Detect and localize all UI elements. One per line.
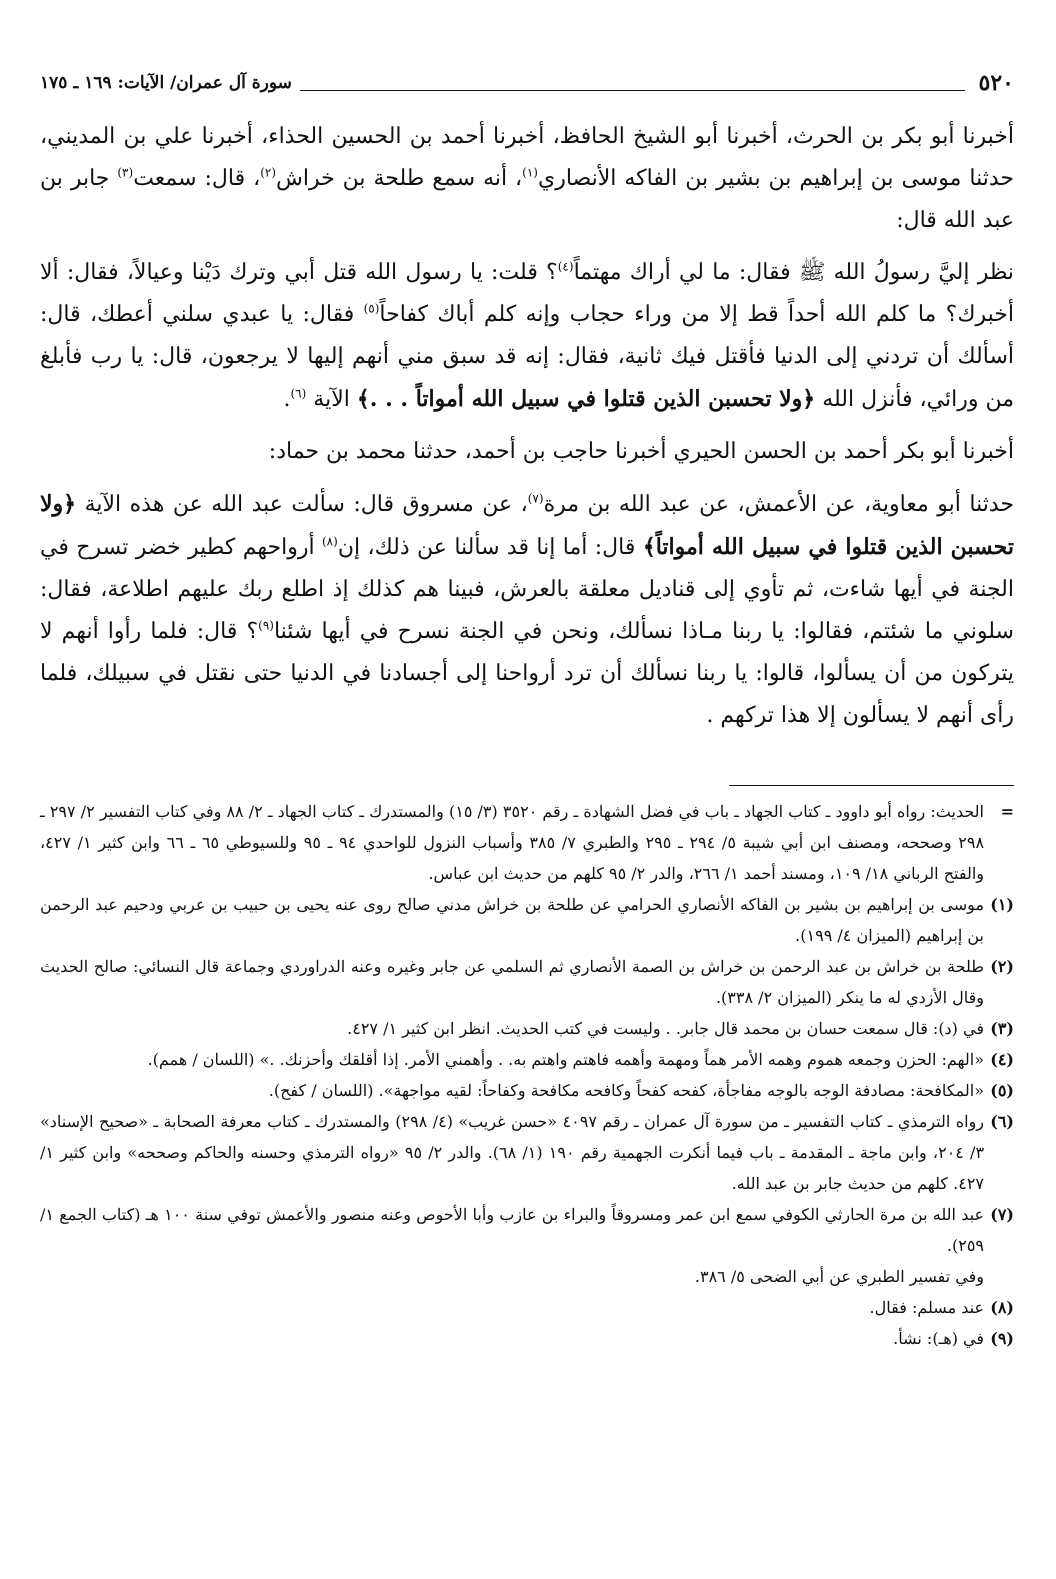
paragraph-isnad-1 — [40, 116, 1014, 242]
footnote-text: في (د): قال سمعت حسان بن محمد قال جابر. . وليست في كتب الحديث. انظر ابن كثير ١/ ٤٢٧. — [347, 1019, 984, 1038]
footnote-text: «الهم: الحزن وجمعه هموم وهمه الأمر هماً ومهمة وأهمه فاهتم واهتم به. . وأهمني الأمر. إذا أقلقك وأحزنك. .» (اللسان / همم). — [147, 1050, 984, 1069]
quran-verse: ﴿ولا تحسبن الذين قتلوا في سبيل الله أمواتاً . . .﴾ — [356, 386, 816, 412]
footnote-item — [40, 1075, 1014, 1106]
footnote-mark: (١) — [990, 895, 1014, 914]
footnote-mark: (٦) — [990, 1112, 1014, 1131]
footnote-mark: (٧) — [990, 1205, 1014, 1224]
text-span: ، عن مسروق قال: سألت عبد الله عن هذه الآية — [76, 492, 528, 517]
footnote-text: «المكافحة: مصادفة الوجه بالوجه مفاجأة، كفحه كفحاً وكافحه مكافحة وكفاحاً: لقيه مواجهة». (اللسان / كفح). — [268, 1081, 984, 1100]
footnote-item — [40, 889, 1014, 951]
footnote-mark: (٩) — [990, 1329, 1014, 1348]
footnote-item — [40, 1199, 1014, 1261]
text-span: قال: أما إنا قد سألنا عن ذلك، إن — [337, 535, 643, 560]
text-span: ؟ قلت: يا رسول الله قتل أبي وترك دَيْنا وعيالاً، فقال: ألا أخبرك؟ ما كلم الله أحداً قط إلا من وراء حجاب وإنه كلم أباك كفاحاً — [40, 260, 1014, 327]
footnote-ref: (٢) — [260, 165, 277, 180]
footnote-mark: = — [1000, 802, 1014, 821]
footnote-ref: (١) — [522, 165, 538, 180]
text-span: ، قال: سمعت — [133, 166, 261, 191]
text-span: ، أنه سمع طلحة بن خراش — [276, 166, 523, 191]
footnote-text: الحديث: رواه أبو داوود ـ كتاب الجهاد ـ باب في فضل الشهادة ـ رقم ٣٥٢٠ (٣/ ١٥) والمستدرك ـ كتاب الجهاد ـ ٢/ ٨٨ وفي كتاب التفسير ٢/ ٢٩٧ ـ ٢٩٨ وصححه، ومصنف ابن أبي شيبة ٥/ ٢٩٤ ـ ٢٩٥ والطبري ٧/ ٣٨٥ وأسباب النزول للواحدي ٩٤ ـ ٩٥ وللسيوطي ٦٥ ـ ٦٦ وابن كثير ١/ ٤٢٧، والفتح الرباني ١٨/ ١٠٩، ومسند أحمد ١/ ٢٦٦، والدر ٢/ ٩٥ كلهم من حديث ابن عباس. — [40, 802, 985, 883]
text-span: أرواحهم كطير خضر تسرح في الجنة في أيها شاءت، ثم تأوي إلى قناديل معلقة بالعرش، فبينا هم كذلك إذ اطلع ربك عليهم اطلاعة، فقال: سلوني ما شئتم، فقالوا: يا ربنا مـاذا نسألك، ونحن في الجنة نسرح في أيها شئنا — [40, 535, 1014, 644]
footnote-text: في (هـ): نشأ. — [893, 1329, 984, 1348]
footnote-item — [40, 1106, 1014, 1199]
text-span: ؟ قال: فلما رأوا أنهم لا يتركون من أن يسألوا، قالوا: يا ربنا نسألك أن ترد أرواحنا إلى أجسادنا في الدنيا حتى نقتل في سبيلك، فلما رأى أنهم لا يسألون إلا هذا تركهم . — [40, 619, 1014, 728]
footnote-item — [40, 951, 1014, 1013]
footnote-text: رواه الترمذي ـ كتاب التفسير ـ من سورة آل عمران ـ رقم ٤٠٩٧ «حسن غريب» (٤/ ٢٩٨) والمستدرك ـ كتاب معرفة الصحابة ـ «صحيح الإسناد» ٣/ ٢٠٤، وابن ماجة ـ المقدمة ـ باب فيما أنكرت الجهمية رقم ١٩٠ (١/ ٦٨). والدر ٢/ ٩٥ «رواه الترمذي وحسنه والحاكم وصححه» وابن كثير ١/ ٤٢٧. كلهم من حديث جابر بن عبد الله. — [40, 1112, 985, 1193]
main-text — [40, 116, 1014, 737]
footnote-separator — [729, 785, 1014, 786]
text-span: نظر إليَّ رسولُ الله ﷺ فقال: ما لي أراك مهتماً — [573, 260, 1015, 285]
footnote-ref: (٩) — [258, 618, 274, 633]
footnote-ref: (٧) — [527, 491, 544, 506]
footnote-item — [40, 796, 1014, 889]
footnote-mark: (٥) — [990, 1081, 1014, 1100]
header-rule — [300, 90, 965, 91]
page-header — [40, 62, 1014, 104]
footnote-ref: (٦) — [290, 386, 307, 401]
text-span: حدثنا أبو معاوية، عن الأعمش، عن عبد الله بن مرة — [543, 492, 1014, 517]
paragraph-isnad-2: أخبرنا أبو بكر أحمد بن الحسن الحيري أخبرنا حاجب بن أحمد، حدثنا محمد بن حماد: — [268, 439, 1014, 464]
text-span: جابر بن عبد الله قال: — [40, 166, 1014, 233]
footnote-mark: (٢) — [990, 957, 1014, 976]
footnotes — [40, 796, 1014, 1354]
footnote-text: طلحة بن خراش بن عبد الرحمن بن خراش بن الصمة الأنصاري ثم السلمي عن جابر وغيره وعنه الدراوردي وجماعة قال النسائي: صالح الحديث وقال الأزدي له ما ينكر (الميزان ٢/ ٣٣٨). — [40, 957, 984, 1007]
quran-verse: ﴿ولا تحسبن الذين قتلوا في سبيل الله أمواتاً﴾ — [40, 491, 1014, 560]
footnote-ref: (٥) — [363, 301, 380, 316]
text-span: أخبرنا أبو بكر بن الحرث، أخبرنا أبو الشيخ الحافظ، أخبرنا أحمد بن الحسين الحذاء، أخبرنا علي بن المديني، حدثنا موسى بن إبراهيم بن بشير بن الفاكه الأنصاري — [40, 124, 1014, 191]
footnote-item — [40, 1292, 1014, 1323]
footnote-mark: (٣) — [990, 1019, 1014, 1038]
paragraph-hadith-2 — [40, 483, 1014, 737]
text-span: . — [283, 387, 291, 412]
footnote-ref: (٨) — [321, 534, 338, 549]
footnote-text: عبد الله بن مرة الحارثي الكوفي سمع ابن عمر ومسروقاً والبراء بن عازب وأبا الأحوص وعنه منصور والأعمش توفي سنة ١٠٠ هـ (كتاب الجمع ١/ ٢٥٩). — [40, 1205, 984, 1255]
text-span: فقال: يا عبدي سلني أعطك، قال: أسألك أن تردني إلى الدنيا فأقتل فيك ثانية، فقال: إنه قد سبق مني أنهم إليها لا يرجعون، قال: يا رب فأبلغ من ورائي، فأنزل الله — [40, 302, 1014, 412]
footnote-text: عند مسلم: فقال. — [869, 1298, 984, 1317]
footnote-item — [40, 1323, 1014, 1354]
footnote-mark: (٨) — [990, 1298, 1014, 1317]
footnote-item — [40, 1044, 1014, 1075]
footnote-ref: (٣) — [117, 165, 134, 180]
sura-title: سورة آل عمران/ الآيات: ١٦٩ ـ ١٧٥ — [40, 73, 292, 93]
footnote-text: موسى بن إبراهيم بن بشير بن الفاكه الأنصاري الحرامي عن طلحة بن خراش مدني صالح روى عنه يحيى بن حبيب بن عربي ودحيم عبد الرحمن بن إبراهيم (الميزان ٤/ ١٩٩). — [40, 895, 984, 945]
footnote-mark: (٤) — [990, 1050, 1014, 1069]
footnote-ref: (٤) — [557, 259, 574, 274]
footnote-item — [40, 1013, 1014, 1044]
text-span: الآية — [306, 387, 357, 412]
paragraph-hadith-1 — [40, 252, 1014, 421]
footnote-continuation: وفي تفسير الطبري عن أبي الضحى ٥/ ٣٨٦. — [694, 1267, 984, 1286]
page-number: ٥٢٠ — [978, 70, 1014, 96]
